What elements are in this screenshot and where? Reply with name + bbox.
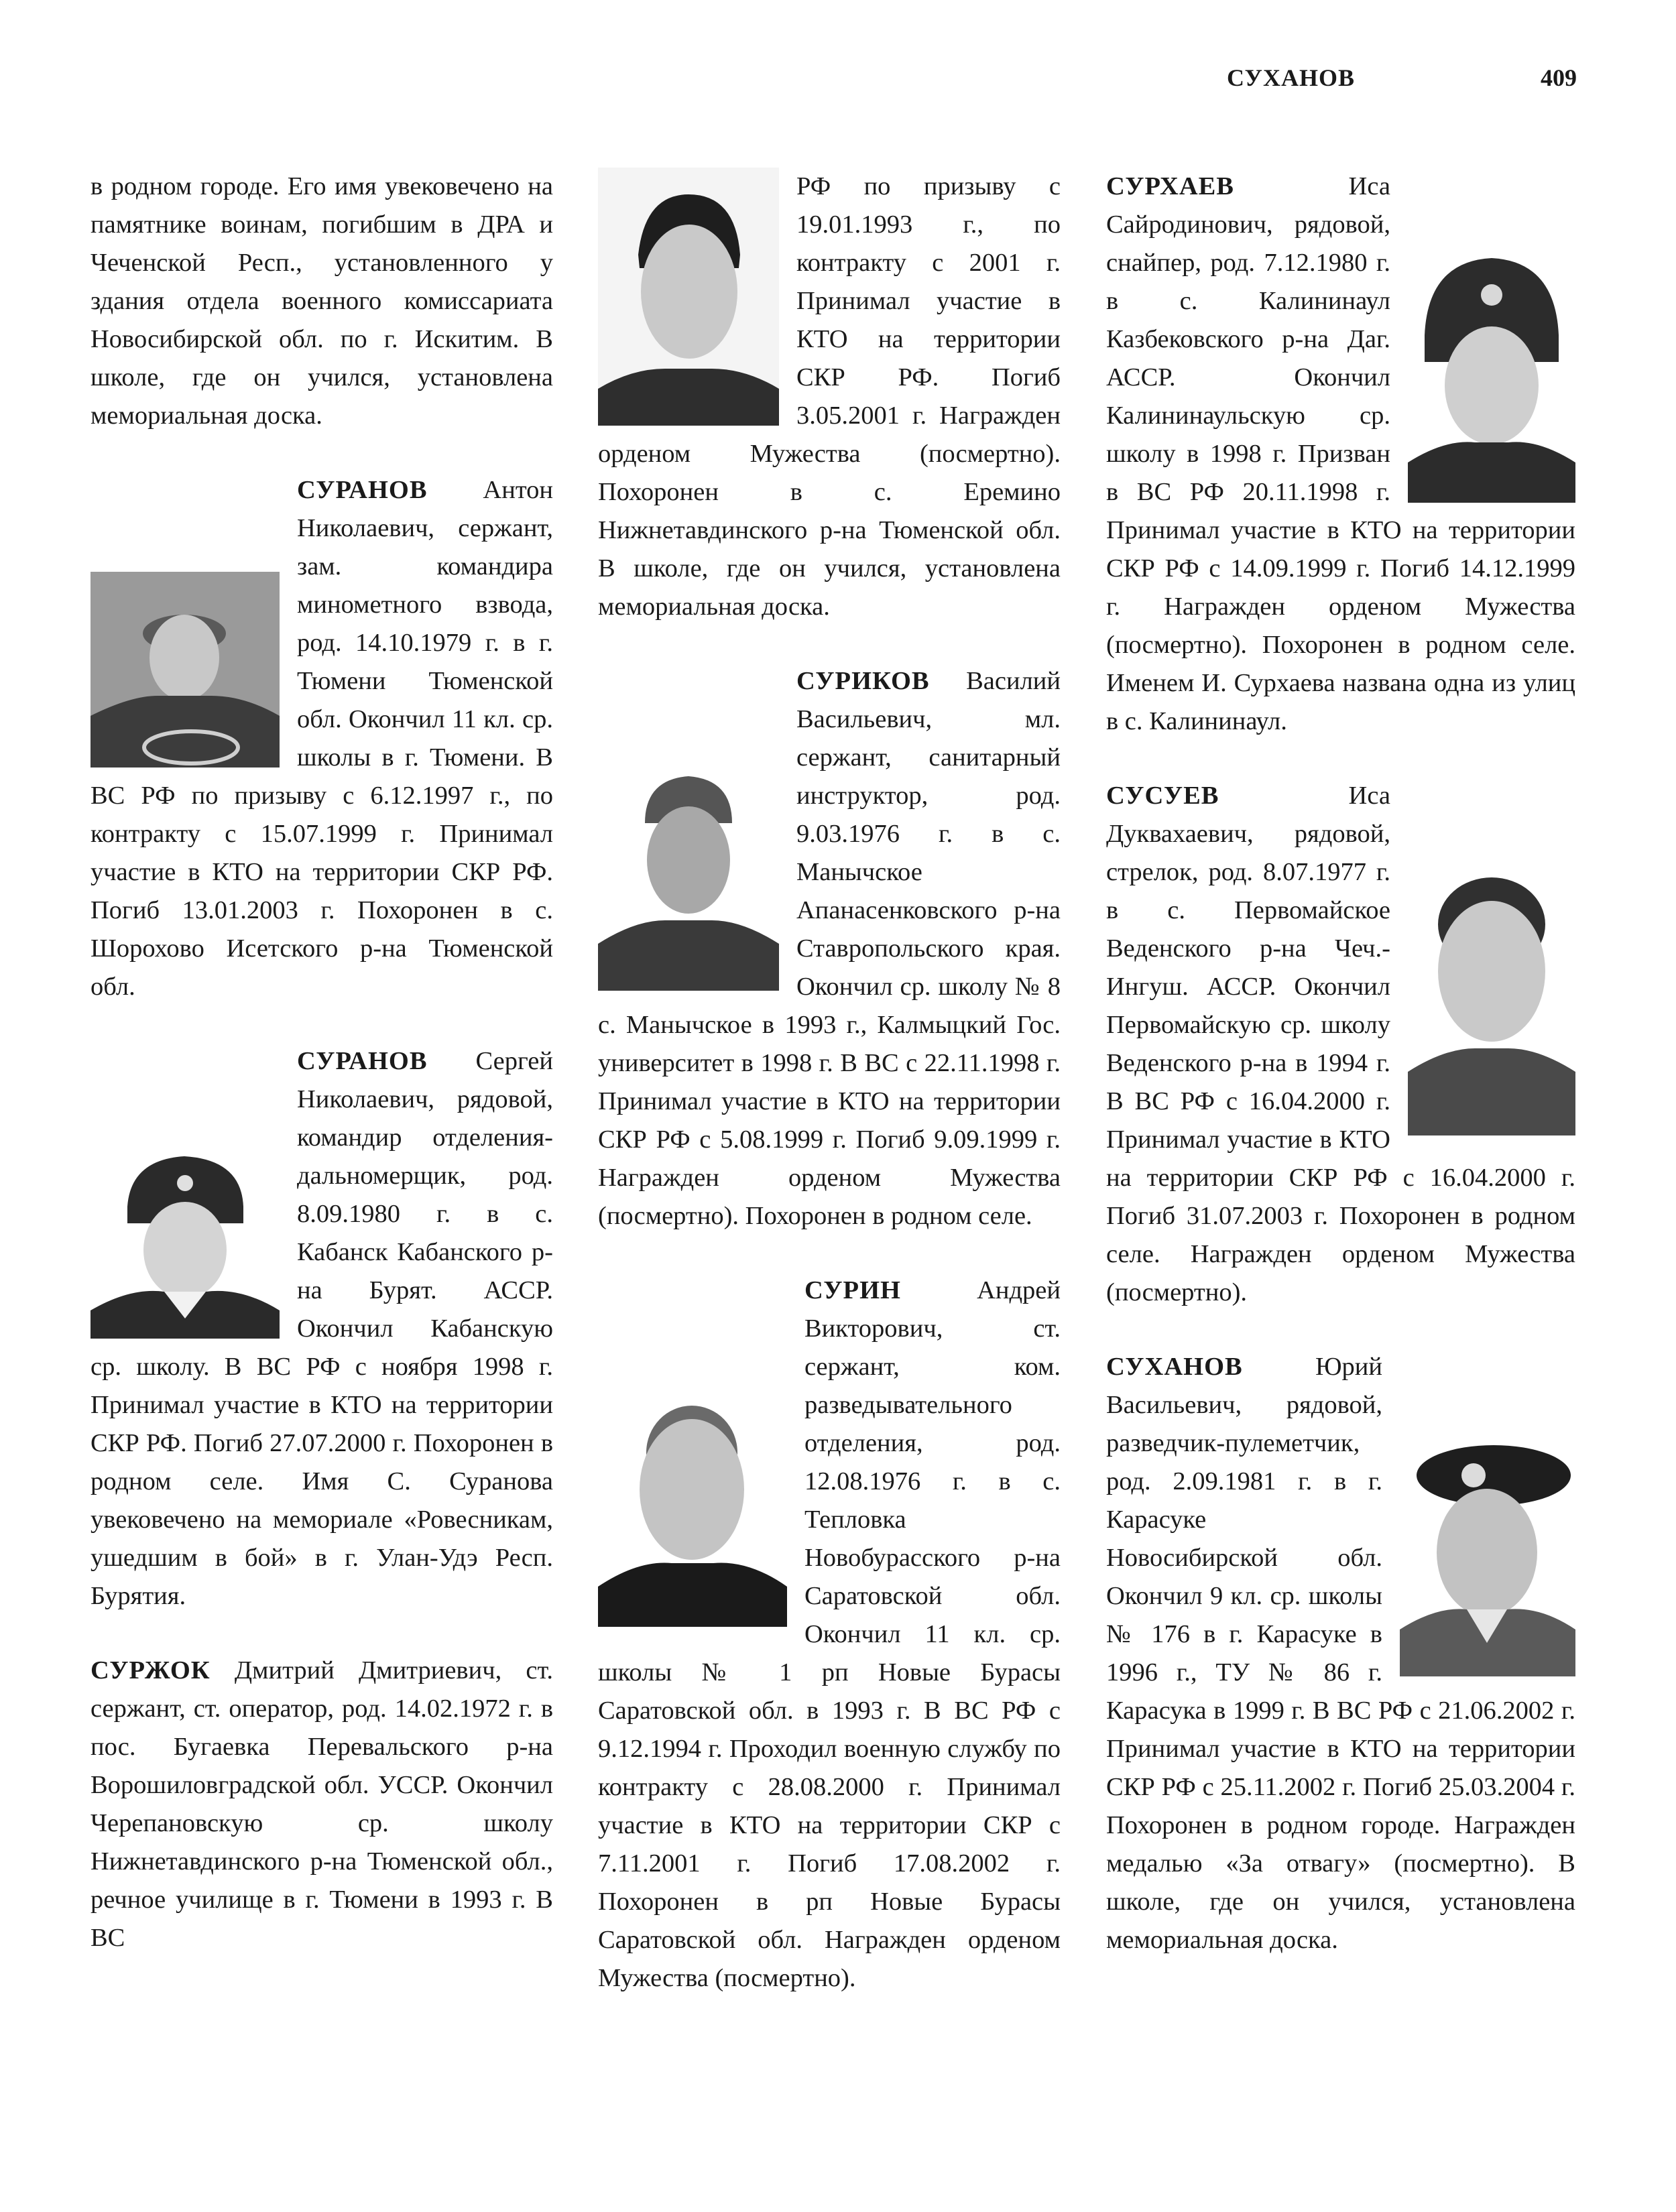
entry-body: Иса Дуквахаевич, рядовой, стрелок, род. 8.07.1977 г. в с. Первомайское Веденского р-на Чеч.-Ингуш. АССР. Окончил Первомайскую ср. школу Веденского р-на в 1994 г. В ВС РФ с 16.04.2000 г. Принимал участие в КТО на территории СКР РФ с 16.04.2000 г. Погиб 31.07.2003 г. Похоронен в родном селе. Награжден орденом Мужества (посмертно). — [1106, 782, 1575, 1306]
entry-body: Дмитрий Дмитриевич, ст. сержант, ст. оператор, род. 14.02.1972 г. в пос. Бугаевка Перевальского р-на Ворошиловградской обл. УССР. Окончил Черепановскую ср. школу Нижнетавдинского р-на Тюменской обл., речное училище в г. Тюмени в 1993 г. В ВС — [91, 1656, 553, 1952]
column-2 — [598, 168, 1061, 1998]
entry-body: Сергей Николаевич, рядовой, командир отделения-дальномерщик, род. 8.09.1980 г. в с. Кабанск Кабанского р-на Бурят. АССР. Окончил Кабанскую ср. школу. В ВС РФ с ноября 1998 г. Принимал участие в КТО на территории СКР РФ. Погиб 27.07.2000 г. Похоронен в родном селе. Имя С. Суранова увековечено на мемориале «Ровесникам, ушедшим в бой» в г. Улан-Удэ Респ. Бурятия. — [91, 1047, 553, 1610]
entry-surname: СУХАНОВ — [1106, 1353, 1243, 1381]
entry-surikov — [598, 662, 1061, 1235]
entry-body: Андрей Викторович, ст. сержант, ком. разведывательного отделения, род. 12.08.1976 г. в с. Тепловка Новобурасского р-на Саратовской обл. Окончил 11 кл. ср. школы № 1 рп Новые Бурасы Саратовской обл. в 1993 г. В ВС РФ с 9.12.1994 г. Проходил военную службу по контракту с 28.08.2000 г. Принимал участие в КТО на территории СКР с 7.11.2001 г. Погиб 17.08.2002 г. Похоронен в рп Новые Бурасы Саратовской обл. Награжден орденом Мужества (посмертно). — [598, 1276, 1061, 1992]
entry-body: Антон Николаевич, сержант, зам. командира минометного взвода, род. 14.10.1979 г. в г. Тюмени Тюменской обл. Окончил 11 кл. ср. школы в г. Тюмени. В ВС РФ по призыву с 6.12.1997 г., по контракту с 15.07.1999 г. Принимал участие в КТО на территории СКР РФ. Погиб 13.01.2003 г. Похоронен в с. Шорохово Исетского р-на Тюменской обл. — [91, 476, 553, 1001]
entry-surin — [598, 1272, 1061, 1998]
portrait-photo — [598, 1372, 787, 1627]
entry-body: Юрий Васильевич, рядовой, разведчик-пулеметчик, род. 2.09.1981 г. в г. Карасуке Новосибирской обл. Окончил 9 кл. ср. школы № 176 в г. Карасуке в 1996 г., ТУ № 86 г. Карасука в 1999 г. В ВС РФ с 21.06.2002 г. Принимал участие в КТО на территории СКР РФ с 25.11.2002 г. Погиб 25.03.2004 г. Похоронен в родном городе. Награжден медалью «За отвагу» (посмертно). В школе, где он учился, установлена мемориальная доска. — [1106, 1353, 1575, 1954]
entry-surname: СУРАНОВ — [297, 476, 428, 504]
portrait-photo — [1400, 1428, 1575, 1676]
portrait-photo — [91, 1143, 280, 1339]
entry-surname: СУРИН — [804, 1276, 901, 1304]
entry-surname: СУРХАЕВ — [1106, 172, 1234, 200]
entry-susuev — [1106, 777, 1575, 1312]
column-1 — [91, 168, 553, 1957]
portrait-photo — [598, 168, 779, 426]
entry-body: РФ по призыву с 19.01.1993 г., по контракту с 2001 г. Принимал участие в КТО на территории СКР РФ. Погиб 3.05.2001 г. Награжден орденом Мужества (посмертно). Похоронен в с. Еремино Нижнетавдинского р-на Тюменской обл. В школе, где он учился, установлена мемориальная доска. — [598, 172, 1061, 621]
entry-body: Иса Сайродинович, рядовой, снайпер, род. 7.12.1980 г. в с. Калининаул Казбековского р-на Даг. АССР. Окончил Калининаульскую ср. школу в 1998 г. Призван в ВС РФ 20.11.1998 г. Принимал участие в КТО на территории СКР РФ с 14.09.1999 г. Погиб 14.12.1999 г. Награжден орденом Мужества (посмертно). Похоронен в родном селе. Именем И. Сурхаева названа одна из улиц в с. Калининаул. — [1106, 172, 1575, 735]
entry-surname: СУРАНОВ — [297, 1047, 428, 1075]
entry-surname: СУРЖОК — [91, 1656, 211, 1684]
entry-sukhanov — [1106, 1348, 1575, 1959]
portrait-photo — [1408, 248, 1575, 503]
running-head: СУХАНОВ — [1227, 64, 1355, 91]
entry-surzhok-continued — [598, 168, 1061, 626]
portrait-photo — [598, 763, 779, 991]
entry-surname: СУСУЕВ — [1106, 782, 1219, 810]
column-3 — [1106, 168, 1575, 1959]
page-number: 409 — [1541, 64, 1577, 91]
entry-surname: СУРИКОВ — [796, 667, 930, 695]
entry-body: в родном городе. Его имя увековечено на памятнике воинам, погибшим в ДРА и Чеченской Респ., установленного у здания отдела военного комиссариата Новосибирской обл. по г. Искитим. В школе, где он учился, установлена мемориальная доска. — [91, 172, 553, 430]
entry-suranov-anton — [91, 471, 553, 1006]
entry-body: Василий Васильевич, мл. сержант, санитарный инструктор, род. 9.03.1976 г. в с. Манычское Апанасенковского р-на Ставропольского края. Окончил ср. школу № 8 с. Манычское в 1993 г., Калмыцкий Гос. университет в 1998 г. В ВС с 22.11.1998 г. Принимал участие в КТО на территории СКР РФ с 5.08.1999 г. Погиб 9.09.1999 г. Награжден орденом Мужества (посмертно). Похоронен в родном селе. — [598, 667, 1061, 1230]
entry-suranov-sergey — [91, 1042, 553, 1615]
entry-continuation — [91, 168, 553, 435]
entry-surkhaev — [1106, 168, 1575, 741]
entry-surzhok — [91, 1652, 553, 1957]
portrait-photo — [91, 572, 280, 767]
portrait-photo — [1408, 857, 1575, 1135]
